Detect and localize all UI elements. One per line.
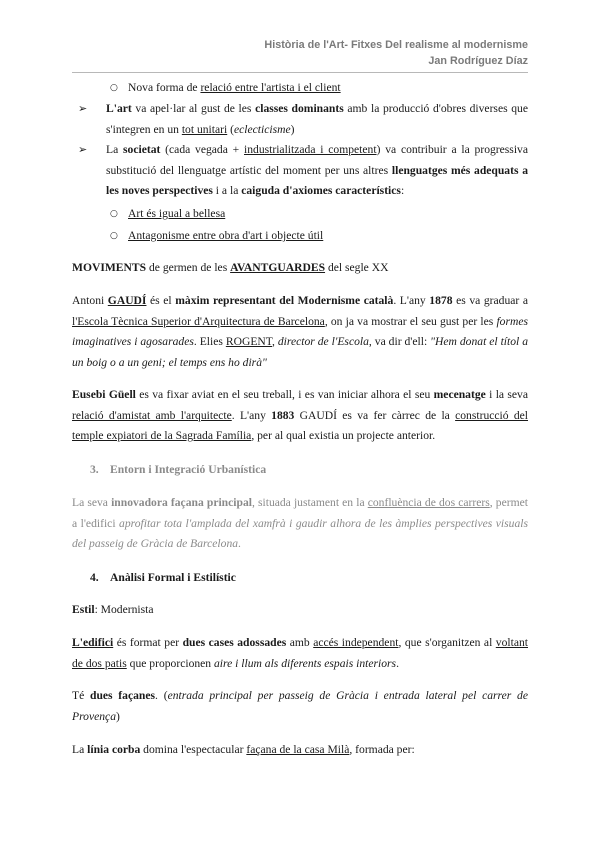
circle-bullet-icon: ○ bbox=[110, 231, 118, 241]
paragraph-edifici: L'edifici és format per dues cases adossades amb accés independent, que s'organitzen al voltant de dos patis que proporcionen aire i llum als diferents espais interiors. bbox=[72, 636, 528, 670]
header-rule bbox=[72, 72, 528, 73]
estil-line: Estil: Modernista bbox=[72, 603, 154, 616]
arrow-bullet-icon: ➢ bbox=[78, 143, 88, 156]
paragraph-entorn: La seva innovadora façana principal, situada justament en la confluència de dos carrers, permet a l'edifici aprofitar tota l'amplada del xamfrà i gaudir alhora de les àmplies perspectives visuals del passeig de Gràcia de Barcelona. bbox=[72, 496, 528, 550]
paragraph-facanes: Té dues façanes. (entrada principal per passeig de Gràcia i entrada lateral pel carrer de Provença) bbox=[72, 689, 528, 723]
header-author: Jan Rodríguez Díaz bbox=[428, 55, 528, 67]
arrow-bullet-icon: ➢ bbox=[78, 102, 88, 115]
paragraph-linia-corba: La línia corba domina l'espectacular façana de la casa Milà, formada per: bbox=[72, 743, 415, 756]
header-title: Història de l'Art- Fitxes Del realisme al modernisme bbox=[264, 39, 528, 51]
list-item-relacio: ○ Nova forma de relació entre l'artista i el client bbox=[128, 78, 341, 98]
paragraph-guell: Eusebi Güell es va fixar aviat en el seu treball, i es van iniciar alhora el seu mecenatge i la seva relació d'amistat amb l'arquitecte. L'any 1883 GAUDÍ es va fer càrrec de la construcció del temple expiatori de la Sagrada Família, per al qual existia un projecte anterior. bbox=[72, 388, 529, 442]
section-heading-entorn: 3. Entorn i Integració Urbanística bbox=[90, 463, 267, 476]
sublist-item-bellesa: ○ Art és igual a bellesa bbox=[128, 204, 225, 224]
circle-bullet-icon: ○ bbox=[110, 209, 118, 219]
arrow-item-societat: ➢ La societat (cada vegada + industrialitzada i competent) va contribuir a la progressiva substitució del llenguatge artístic del moment per uns altres llenguatges més adequats a les noves perspectives i a la caiguda d'axiomes característics: bbox=[106, 140, 528, 202]
arrow-item-art: ➢ L'art va apel·lar al gust de les classes dominants amb la producció d'obres diverses que s'integren en un tot unitari (eclecticisme) bbox=[106, 99, 528, 140]
movements-heading: MOVIMENTS de germen de les AVANTGUARDES del segle XX bbox=[72, 261, 389, 274]
circle-bullet-icon: ○ bbox=[110, 83, 118, 93]
paragraph-gaudi: Antoni GAUDÍ és el màxim representant del Modernisme català. L'any 1878 es va graduar a l'Escola Tècnica Superior d'Arquitectura de Barcelona, on ja va mostrar el seu gust per les formes imaginatives i agosarades. Elies ROGENT, director de l'Escola, va dir d'ell: "Hem donat el títol a un boig o a un geni; el temps ens ho dirà" bbox=[72, 294, 529, 369]
section-heading-analisi: 4. Anàlisi Formal i Estilístic bbox=[90, 571, 236, 584]
page-header bbox=[264, 37, 528, 69]
sublist-item-antagonisme: ○ Antagonisme entre obra d'art i objecte útil bbox=[128, 226, 323, 246]
